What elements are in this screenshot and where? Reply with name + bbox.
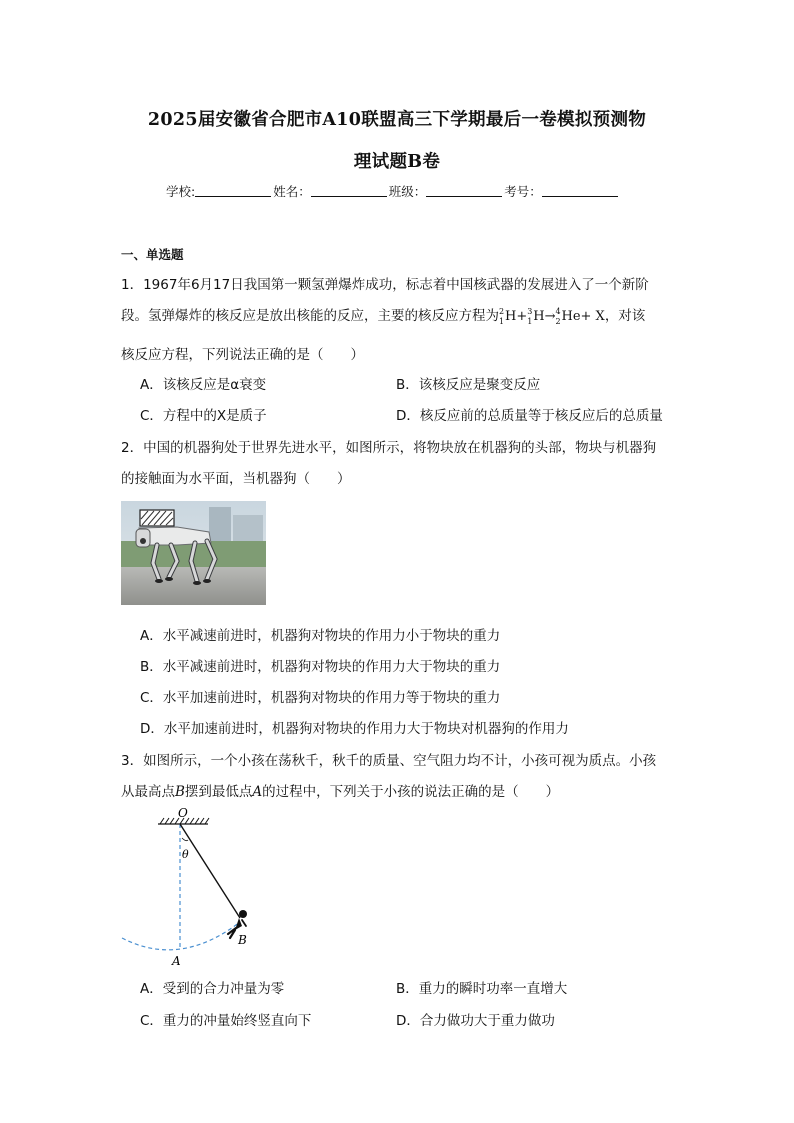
student-info-row: [166, 182, 620, 200]
q1-line1: 1．1967年6月17日我国第一颗氢弹爆炸成功，标志着中国核武器的发展进入了一个新阶: [121, 277, 649, 293]
number-label: 考号：: [504, 184, 542, 199]
q2-option-b[interactable]: B．水平减速前进时，机器狗对物块的作用力大于物块的重力: [140, 659, 501, 675]
q3-option-c[interactable]: C．重力的冲量始终竖直向下: [140, 1013, 312, 1029]
point-b-label: B: [238, 933, 247, 947]
q1-line2-post: ，对该: [604, 308, 646, 324]
q2-line2: 的接触面为水平面，当机器狗（ ）: [121, 471, 351, 487]
q1-option-c[interactable]: C．方程中的X是质子: [140, 408, 267, 424]
school-blank[interactable]: [195, 182, 271, 197]
robot-dog-photo: [121, 501, 266, 605]
q3-option-d[interactable]: D．合力做功大于重力做功: [396, 1013, 555, 1029]
q1-option-d[interactable]: D．核反应前的总质量等于核反应后的总质量: [396, 408, 663, 424]
q3-option-b[interactable]: B．重力的瞬时功率一直增大: [396, 981, 568, 997]
q2-option-c[interactable]: C．水平加速前进时，机器狗对物块的作用力等于物块的重力: [140, 690, 501, 706]
q2-line1: 2．中国的机器狗处于世界先进水平，如图所示，将物块放在机器狗的头部，物块与机器狗: [121, 440, 657, 456]
class-blank[interactable]: [426, 182, 502, 197]
point-o-label: O: [178, 806, 188, 820]
block-on-robot: [140, 510, 174, 526]
q2-option-a[interactable]: A．水平减速前进时，机器狗对物块的作用力小于物块的重力: [140, 628, 501, 644]
q3-option-a[interactable]: A．受到的合力冲量为零: [140, 981, 285, 997]
school-label: 学校:: [166, 184, 196, 199]
swing-arc: [122, 922, 240, 950]
angle-theta-label: θ: [182, 848, 189, 861]
q1-line3: 核反应方程，下列说法正确的是（ ）: [121, 347, 364, 363]
doc-title-line2: 理试题B卷: [353, 152, 441, 172]
class-label: 班级：: [388, 184, 427, 199]
q3-line1: 3．如图所示，一个小孩在荡秋千，秋千的质量、空气阻力均不计，小孩可视为质点。小孩: [121, 753, 657, 769]
doc-title-line1: 2025届安徽省合肥市A10联盟高三下学期最后一卷模拟预测物: [147, 110, 647, 130]
point-a-label: A: [172, 954, 181, 968]
q2-option-d[interactable]: D．水平加速前进时，机器狗对物块的作用力大于物块对机器狗的作用力: [140, 721, 569, 737]
q1-option-b[interactable]: B．该核反应是聚变反应: [396, 377, 541, 393]
q1-option-a[interactable]: A．该核反应是α衰变: [140, 377, 267, 393]
name-label: 姓名：: [273, 184, 311, 199]
number-blank[interactable]: [542, 182, 618, 197]
section-heading: 一、单选题: [121, 247, 184, 262]
q3-line2: 从最高点B摆到最低点A的过程中，下列关于小孩的说法正确的是（ ）: [121, 784, 560, 800]
swing-rope: [180, 824, 240, 918]
swing-diagram: [118, 802, 268, 970]
name-blank[interactable]: [311, 182, 387, 197]
q1-equation: 2 1 H+ 3 1 H→ 4 2 He+ X: [499, 306, 605, 326]
q1-line2: [121, 304, 645, 326]
q1-line2-pre: 段。氢弹爆炸的核反应是放出核能的反应，主要的核反应方程为: [121, 308, 499, 324]
